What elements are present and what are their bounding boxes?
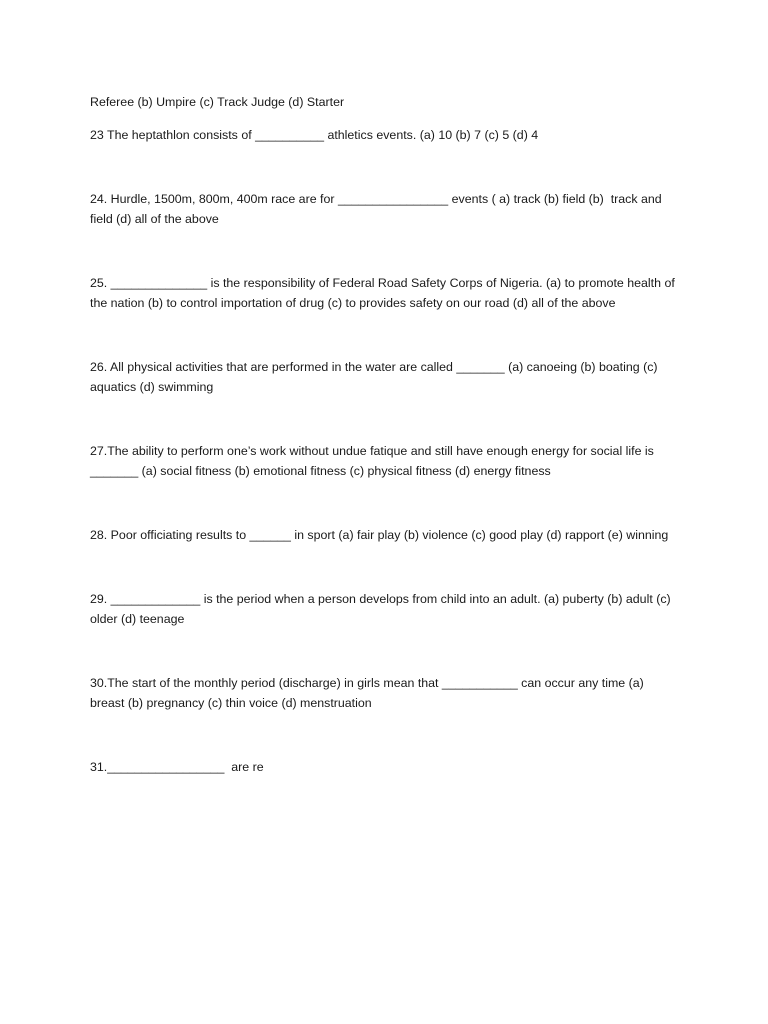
question-30: 30.The start of the monthly period (discharge) in girls mean that ___________ can occur any time (a) breast (b) pregnancy (c) thin voice (d) menstruation: [90, 676, 648, 710]
question-26: 26. All physical activities that are performed in the water are called _______ (a) canoeing (b) boating (c) aquatics (d) swimming: [90, 360, 661, 394]
document-body: [90, 92, 678, 777]
question-25: 25. ______________ is the responsibility of Federal Road Safety Corps of Nigeria. (a) to promote health of the nation (b) to control importation of drug (c) to provides safety on our road (d) all of the above: [90, 276, 679, 310]
question-28: 28. Poor officiating results to ______ in sport (a) fair play (b) violence (c) good play (d) rapport (e) winning: [90, 528, 669, 542]
question-29: 29. _____________ is the period when a person develops from child into an adult. (a) puberty (b) adult (c) older (d) teenage: [90, 592, 675, 626]
question-23: 23 The heptathlon consists of __________ athletics events. (a) 10 (b) 7 (c) 5 (d) 4: [90, 128, 539, 142]
question-27: 27.The ability to perform one’s work without undue fatique and still have enough energy for social life is _______ (a) social fitness (b) emotional fitness (c) physical fitness (d) energy fitness: [90, 444, 658, 478]
question-22-options: Referee (b) Umpire (c) Track Judge (d) Starter: [90, 95, 345, 109]
question-24: 24. Hurdle, 1500m, 800m, 400m race are for ________________ events ( a) track (b) field (b) track and field (d) all of the above: [90, 192, 666, 226]
question-31: 31._________________ are re: [90, 760, 264, 774]
